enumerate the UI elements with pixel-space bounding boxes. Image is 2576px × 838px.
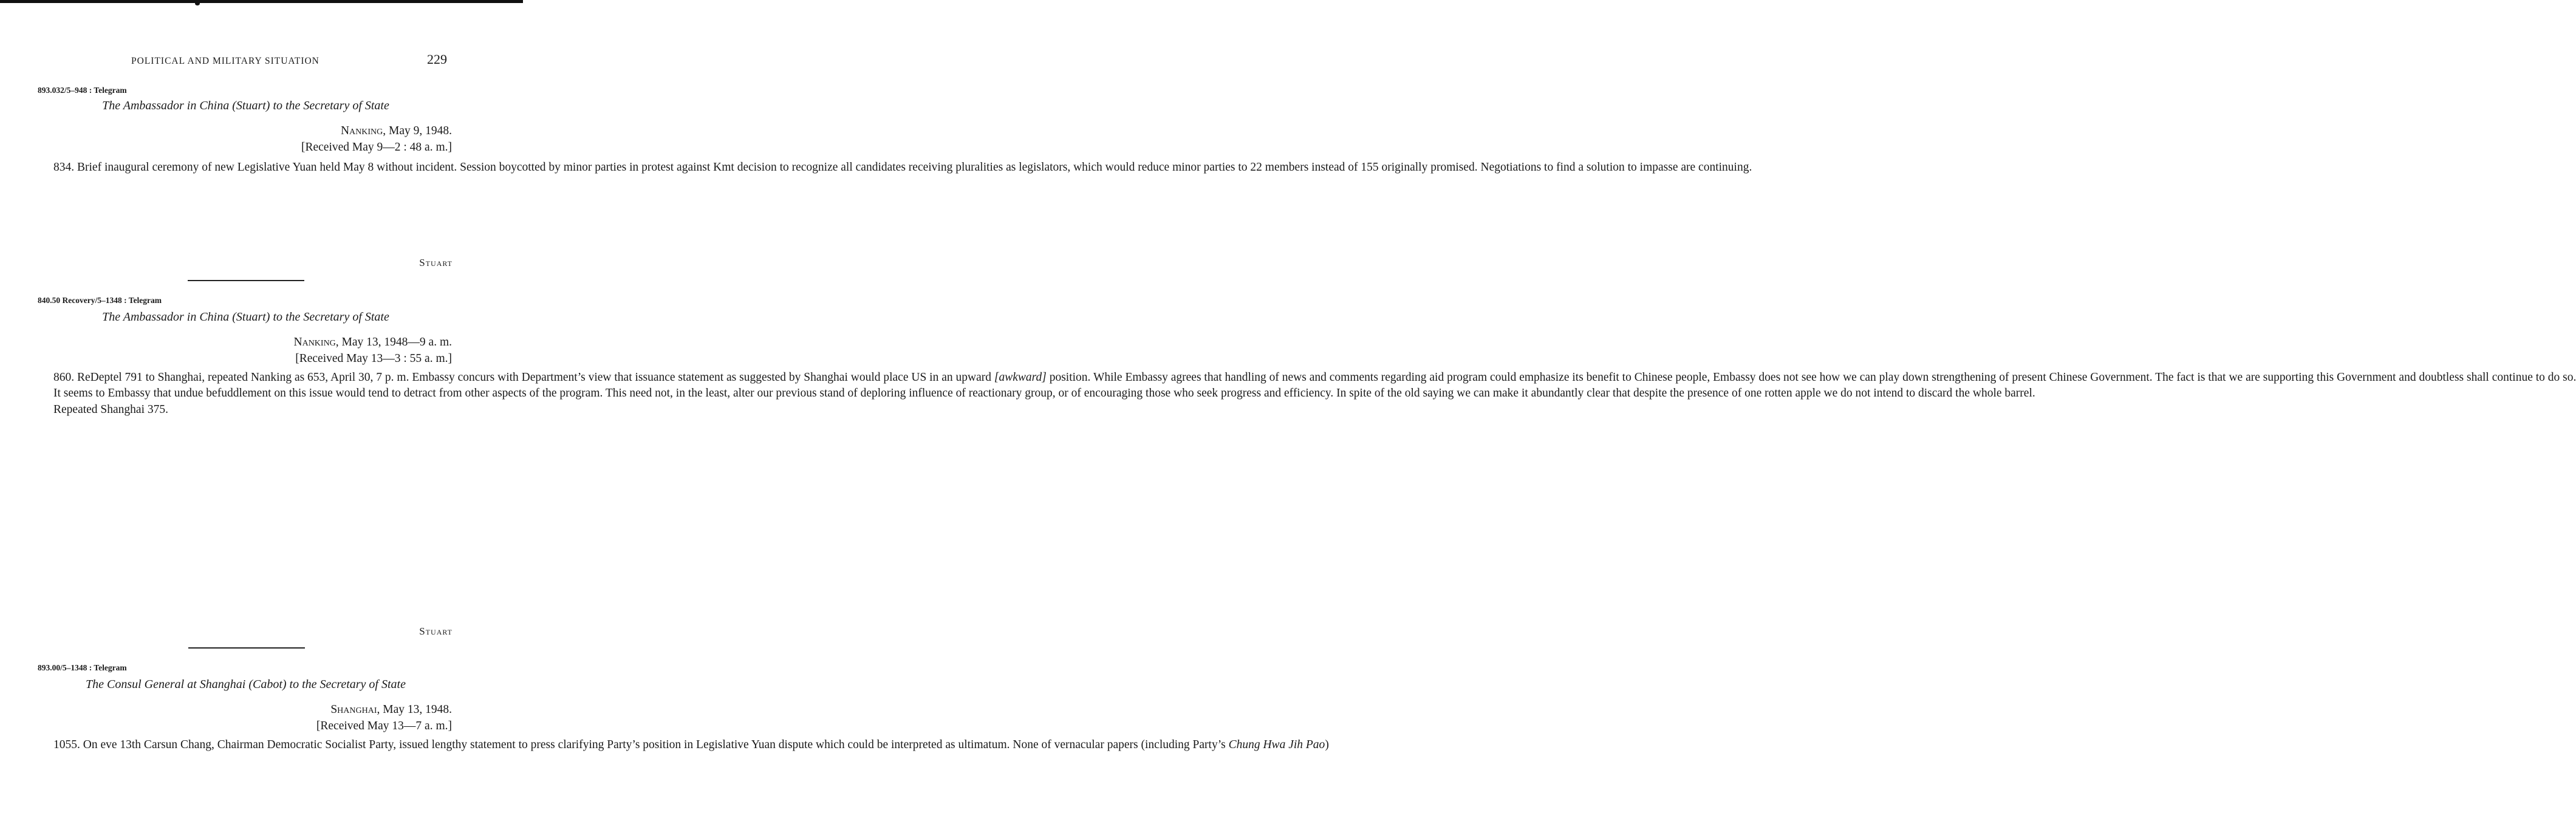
file-reference: 893.00/5–1348 : Telegram [38,663,127,672]
paragraph-text: position. While Embassy agrees that handling of news and comments regarding aid program could emphasize its benefit to Chinese people, Embassy does not see how we can play down strengthening of present Chinese Government. The fact is that we are supporting this Government and doubtless shall continue to do so. [1046,371,2576,384]
dateline-place: Shanghai [330,703,377,716]
page-number: 229 [427,52,447,67]
document-title: The Ambassador in China (Stuart) to the Secretary of State [102,310,389,324]
editorial-insertion: [awkward] [994,371,1047,384]
paragraph-text: 1055. On eve 13th Carsun Chang, Chairman Democratic Socialist Party, issued lengthy statement to press clarifying Party’s position in Legislative Yuan dispute which could be interpreted as ultimatum. None of vernacular papers (including Party’s [53,738,1229,751]
telegram-body [38,370,2576,418]
dateline-place: Nanking [340,124,383,137]
dateline [294,336,453,349]
paragraph: Repeated Shanghai 375. [53,403,168,416]
received-line: [Received May 9—2 : 48 a. m.] [301,141,452,154]
paragraph-text: ) [1325,738,1329,751]
dateline-place: Nanking [293,336,336,349]
document-title: The Ambassador in China (Stuart) to the Secretary of State [102,99,389,112]
telegram-body [38,160,1752,175]
telegram-body [38,737,1329,753]
dateline [341,124,452,138]
paragraph [38,737,1329,753]
received-line: [Received May 13—3 : 55 a. m.] [295,352,452,365]
dateline-date: , May 9, 1948. [383,124,452,137]
file-reference: 893.032/5–948 : Telegram [38,86,127,95]
paragraph-text: 860. ReDeptel 791 to Shanghai, repeated Nanking as 653, April 30, 7 p. m. Embassy concurs with Department’s view that issuance statement as suggested by Shanghai would place US in an upward [53,371,994,384]
newspaper-title: Chung Hwa Jih Pao [1228,738,1325,751]
document-title: The Consul General at Shanghai (Cabot) to the Secretary of State [86,678,406,691]
border-mark [195,2,200,5]
dateline-date: , May 13, 1948—9 a. m. [335,336,452,349]
dateline [330,703,452,717]
signature: Stuart [419,257,453,268]
paragraph: It seems to Embassy that undue befuddlement on this issue would tend to detract from other aspects of the program. This need not, in the least, alter our previous stand of deploring influence of reactionary group, or of encouraging those who seek progress and efficiency. In spite of the old saying we can make it abundantly clear that despite the presence of one rotten apple we do not intend to discard the whole barrel. [53,387,2035,400]
file-reference: 840.50 Recovery/5–1348 : Telegram [38,296,162,305]
paragraph [38,370,2576,386]
received-line: [Received May 13—7 a. m.] [316,720,452,732]
separator-rule [188,647,305,649]
signature: Stuart [419,625,453,637]
running-header: POLITICAL AND MILITARY SITUATION [131,56,319,66]
page-top-border [0,0,523,3]
dateline-date: , May 13, 1948. [377,703,452,716]
paragraph: 834. Brief inaugural ceremony of new Legislative Yuan held May 8 without incident. Session boycotted by minor parties in protest against Kmt decision to recognize all candidates receiving pluralities as legislators, which would reduce minor parties to 22 members instead of 155 originally promised. Negotiations to find a solution to impasse are continuing. [53,161,1752,174]
separator-rule [188,280,304,281]
